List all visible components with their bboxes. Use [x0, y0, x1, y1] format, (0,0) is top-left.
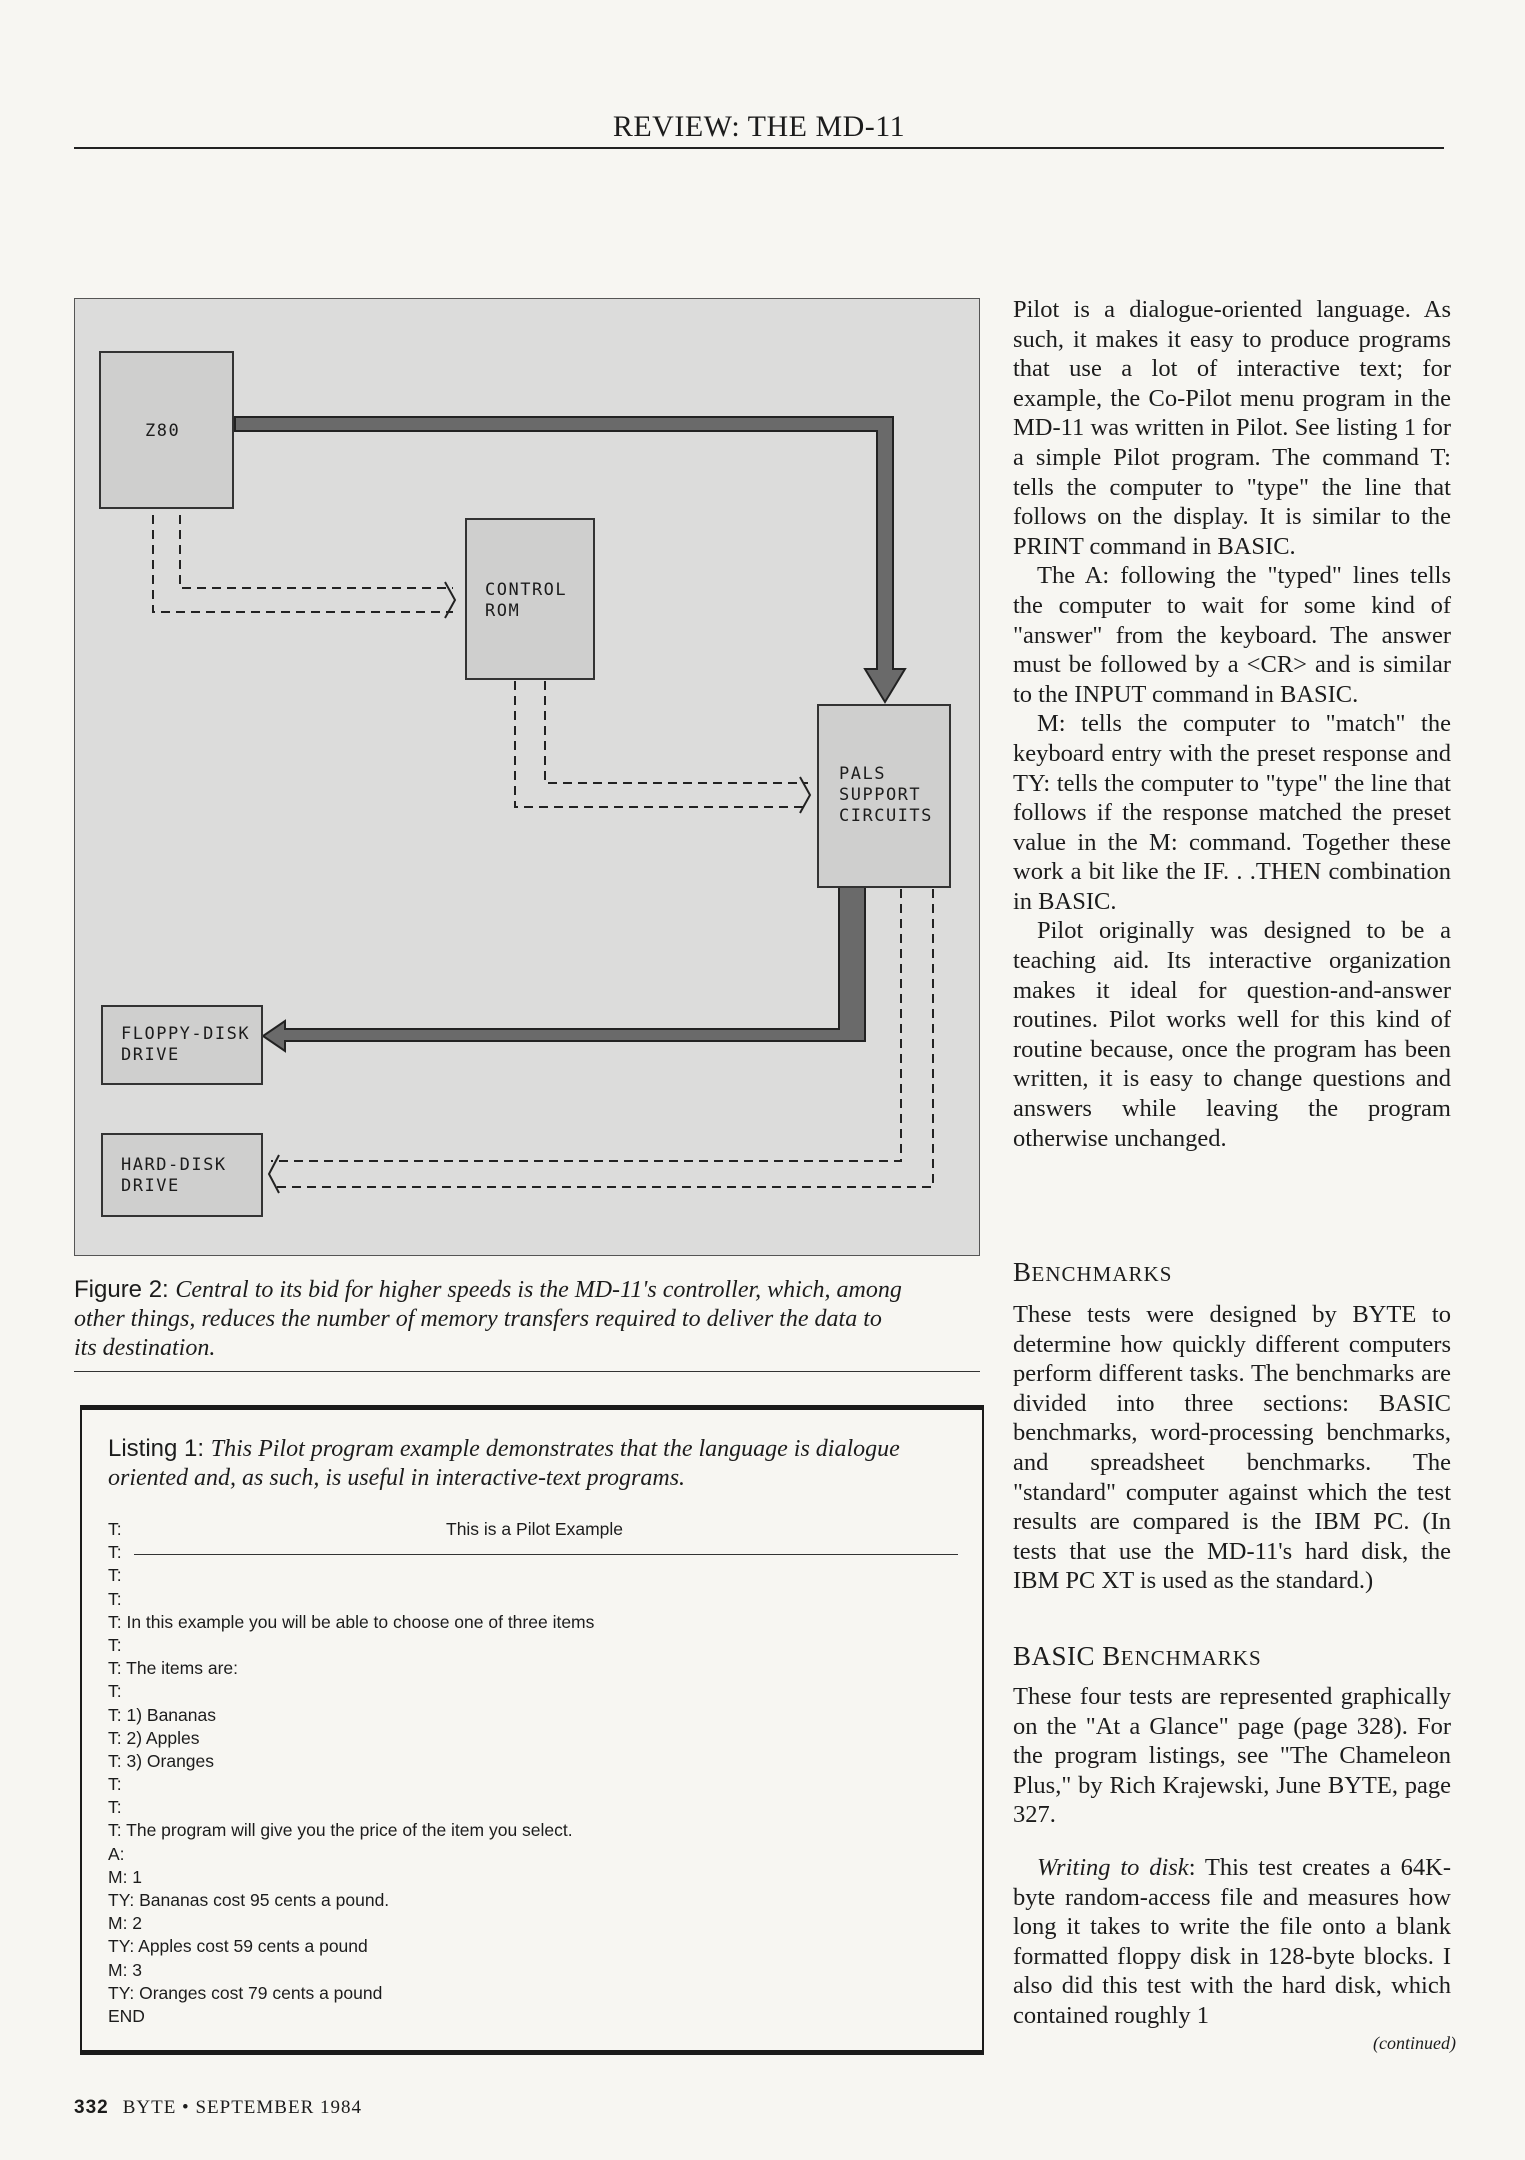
article-column-basic — [1013, 1682, 1451, 1830]
control-rom-block — [465, 518, 595, 680]
section-heading-benchmarks: BENCHMARKS — [1013, 1257, 1173, 1287]
pals-label: PALS SUPPORT CIRCUITS — [839, 764, 933, 826]
article-paragraph: These four tests are represented graphically on the "At a Glance" page (page 328). For the program listings, see "The Chameleon Plus," by Rich Krajewski, June BYTE, page 327. — [1013, 1683, 1451, 1829]
code-line: T: — [108, 1797, 122, 1818]
article-column-benchmarks — [1013, 1300, 1451, 1596]
listing-caption-lead: Listing 1: — [108, 1435, 211, 1462]
code-line: END — [108, 2005, 145, 2026]
article-paragraph: M: tells the computer to "match" the keyboard entry with the preset response and TY: tells the computer to "type" the line that follows if the response matched the preset value in the M: command. Together these work a bit like the IF. . .THEN combination in BASIC. — [1013, 710, 1451, 915]
article-paragraph: These tests were designed by BYTE to determine how quickly different computers perform different tasks. The benchmarks are divided into three sections: BASIC benchmarks, word-processing benchmarks, and spreadsheet benchmarks. The "standard" computer against which the test results are compared is the IBM PC. (In tests that use the MD-11's hard disk, the IBM PC XT is used as the standard.) — [1013, 1301, 1451, 1595]
listing-1 — [80, 1405, 984, 2055]
article-paragraph: Pilot originally was designed to be a teaching aid. Its interactive organization makes it ideal for question-and-answer routines. Pilot works well for this kind of routine because, once the program has been written, it is easy to change questions and answers while leaving the program otherwise unchanged. — [1013, 917, 1451, 1152]
code-line: T: — [108, 1588, 122, 1609]
z80-block — [99, 351, 234, 509]
listing-title: This is a Pilot Example — [446, 1519, 624, 1539]
page-number: 332 — [74, 2097, 109, 2118]
code-line: T: — [108, 1541, 958, 1564]
writing-to-disk-lead: Writing to disk — [1037, 1854, 1189, 1881]
article-column-writing — [1013, 1853, 1451, 2031]
code-line: T: — [108, 1634, 122, 1655]
page-footer — [74, 2097, 362, 2119]
article-paragraph: The A: following the "typed" lines tells the computer to wait for some kind of "answer" from the keyboard. The answer must be followed by a <CR> and is similar to the INPUT command in BASIC. — [1013, 562, 1451, 708]
code-line: T: — [108, 1565, 122, 1586]
pals-block — [817, 704, 951, 888]
article-column-top — [1013, 295, 1451, 1153]
code-line: T: In this example you will be able to choose one of three items — [108, 1611, 595, 1632]
code-line: A: — [108, 1843, 125, 1864]
bus-pals-to-floppy-body — [263, 887, 865, 1051]
code-line: TY: Oranges cost 79 cents a pound — [108, 1982, 383, 2003]
control-rom-label: CONTROL ROM — [485, 580, 568, 621]
code-line: T: 1) Bananas — [108, 1704, 216, 1725]
figure-caption-text: Central to its bid for higher speeds is the MD-11's controller, which, among other things, reduces the number of memory transfers required to deliver the data to its destination. — [74, 1277, 902, 1361]
figure-caption — [74, 1275, 904, 1363]
continued-note: (continued) — [1373, 2033, 1456, 2053]
article-paragraph: Pilot is a dialogue-oriented language. As such, it makes it easy to produce programs that use a lot of interactive text; for example, the Co-Pilot menu program in the MD-11 was written in Pilot. See listing 1 for a simple Pilot program. The command T: tells the computer to "type" the line that follows on the display. It is similar to the PRINT command in BASIC. — [1013, 296, 1451, 560]
bus-pals-to-floppy — [263, 886, 864, 1041]
listing-caption-text: This Pilot program example demonstrates that the language is dialogue oriented and, as such, is useful in interactive-text programs. — [108, 1436, 900, 1491]
code-line: M: 1 — [108, 1866, 143, 1887]
figure-caption-lead: Figure 2: — [74, 1276, 176, 1303]
z80-label: Z80 — [145, 421, 181, 441]
code-line: TY: Bananas cost 95 cents a pound. — [108, 1890, 390, 1910]
article-paragraph: Writing to disk: This test creates a 64K-byte random-access file and measures how long it takes to write the file onto a blank formatted floppy disk in 128-byte blocks. I also did this test with the hard disk, which contained roughly 1 — [1013, 1854, 1451, 2029]
listing-title-rule — [134, 1554, 958, 1555]
code-line: M: 3 — [108, 1959, 143, 1980]
listing-caption — [108, 1434, 948, 1493]
figure-2-diagram — [74, 298, 980, 1256]
code-line: T: This is a Pilot Example — [108, 1518, 958, 1541]
running-header — [74, 105, 1444, 149]
section-heading-basic-benchmarks: BASIC BENCHMARKS — [1013, 1641, 1262, 1671]
code-line: T: The program will give you the price of the item you select. — [108, 1820, 573, 1841]
dash-z80-to-rom — [153, 515, 453, 612]
floppy-disk-block — [101, 1005, 263, 1085]
header-title: REVIEW: THE MD-11 — [612, 110, 906, 143]
code-line: T: The items are: — [108, 1658, 239, 1679]
code-line: T: 2) Apples — [108, 1727, 200, 1748]
listing-code — [108, 1518, 958, 2028]
dash-rom-to-pals — [515, 681, 808, 807]
floppy-disk-label: FLOPPY-DISK DRIVE — [121, 1024, 251, 1065]
code-line: TY: Apples cost 59 cents a pound — [108, 1936, 368, 1957]
code-line: T: — [108, 1681, 122, 1702]
figure-rule — [74, 1371, 980, 1372]
code-line: T: — [108, 1774, 122, 1795]
hard-disk-label: HARD-DISK DRIVE — [121, 1155, 227, 1196]
hard-disk-block — [101, 1133, 263, 1217]
code-line: T: 3) Oranges — [108, 1750, 215, 1771]
publication-line: BYTE • SEPTEMBER 1984 — [122, 2097, 363, 2118]
code-line: M: 2 — [108, 1913, 143, 1934]
